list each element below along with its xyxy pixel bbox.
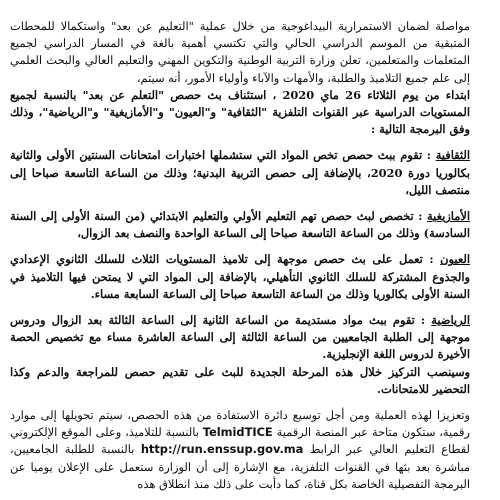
closing-text-middle: بالنسبة للتلاميذ، وعلى الموقع الإلكتروني لقطاع التعليم العالي عبر الرابط bbox=[10, 425, 470, 457]
intro-paragraph: مواصلة لضمان الاستمرارية البيداغوجية من خلال عملية "التعليم عن بعد" واستكمالا للمحطات المتبقية من الموسم الدراسي الحالي والتي تكتسي أهمية بالغة في المسار الدراسي لجميع المتعلمات والمتعلمين، تعلن وزارة التربية الوطنية والتكوين المهني والتعليم العالي والبحث العلمي إلى علم جميع التلاميذ والطلبة، والأمهات والآباء وأولياء الأمور، أنه سيتم، bbox=[10, 19, 470, 85]
spacer bbox=[10, 138, 470, 147]
spacer bbox=[10, 303, 470, 312]
channel-description: : تعمل على بث حصص موجهة إلى تلاميذ المستويات الثلاث للسلك الثانوي الإعدادي والجذوع المشتركة للسلك الثانوي التأهيلي، بالإضافة إلى المواد التي لا يمتحن فيها التلاميذ في السنة الأولى بكالوريا وذلك من الساعة التاسعة صباحا إلى الساعة السابعة مساء. bbox=[10, 252, 470, 301]
channel-item-riadia bbox=[10, 312, 470, 364]
spacer bbox=[10, 242, 470, 251]
closing-text-end: بالنسبة للطلبة الجامعيين، مباشرة بعد بثها في القنوات التلفزية، مع الإشارة إلى أن الوزارة ستعمل على الإعلان يوميا عن البرمجة التفصيلية الخاصة بكل قناة، كما دأبت على ذلك منذ انطلاق هذه bbox=[10, 442, 470, 491]
spacer bbox=[10, 199, 470, 208]
spacer bbox=[10, 398, 470, 407]
closing-text-start: وتعزيزا لهذه العملية ومن أجل توسيع دائرة الاستفادة من هذه الحصص، سيتم تحويلها إلى موارد رقمية، ستكون متاحة عبر المنصة الرقمية bbox=[10, 408, 471, 440]
channel-label: الأمازيغية bbox=[427, 209, 470, 224]
channel-item-amazighia bbox=[10, 208, 470, 242]
document-page bbox=[0, 18, 500, 500]
platform-name: TelmidTICE bbox=[202, 425, 273, 440]
channel-item-laayoune bbox=[10, 251, 470, 303]
channel-label: الرياضية bbox=[431, 313, 471, 328]
channel-description: : تقوم ببث حصص تخص المواد التي ستشملها اختبارات امتحانات السنتين الأولى والثانية بكالوريا دورة 2020، بالإضافة إلى حصص التربية البدنية؛ وذلك من الساعة التاسعة صباحا إلى منتصف الليل، bbox=[10, 148, 470, 197]
channel-description: : تخصص لبث حصص تهم التعليم الأولي والتعليم الابتدائي (من السنة الأولى إلى السنة السادسة) وذلك من الساعة التاسعة صباحا إلى الساعة الواحدة والنصف بعد الزوال، bbox=[10, 209, 470, 241]
channel-item-thaqafia bbox=[10, 147, 470, 199]
focus-paragraph: وسينصب التركيز خلال هذه المرحلة الجديدة للبث على تقديم حصص للمراجعة والدعم وكذا التحضير للامتحانات. bbox=[10, 364, 470, 396]
channel-description: : تقوم ببث مواد مستديمة من الساعة الثانية إلى الساعة الثالثة بعد الزوال ودروس موجهة إلى الطلبة الجامعيين من الساعة الثالثة إلى الساعة العاشرة مساء مع تخصيص الحصة الأخيرة لدروس اللغة الإنجليزية. bbox=[10, 313, 470, 362]
announcement-paragraph: ابتداء من يوم الثلاثاء 26 ماي 2020 ، استئناف بث حصص "التعلم عن بعد" بالنسبة لجميع المستويات الدراسية عبر القنوات التلفزية "الثقافية" و"العيون" و"الأمازيغية" و"الرياضية"، وذلك وفق البرمجة التالية : bbox=[10, 87, 470, 137]
channel-label: العيون bbox=[440, 252, 470, 267]
closing-paragraph bbox=[10, 407, 470, 493]
channel-label: الثقافية bbox=[435, 148, 470, 163]
platform-url[interactable]: http://run.enssup.gov.ma bbox=[140, 442, 304, 457]
